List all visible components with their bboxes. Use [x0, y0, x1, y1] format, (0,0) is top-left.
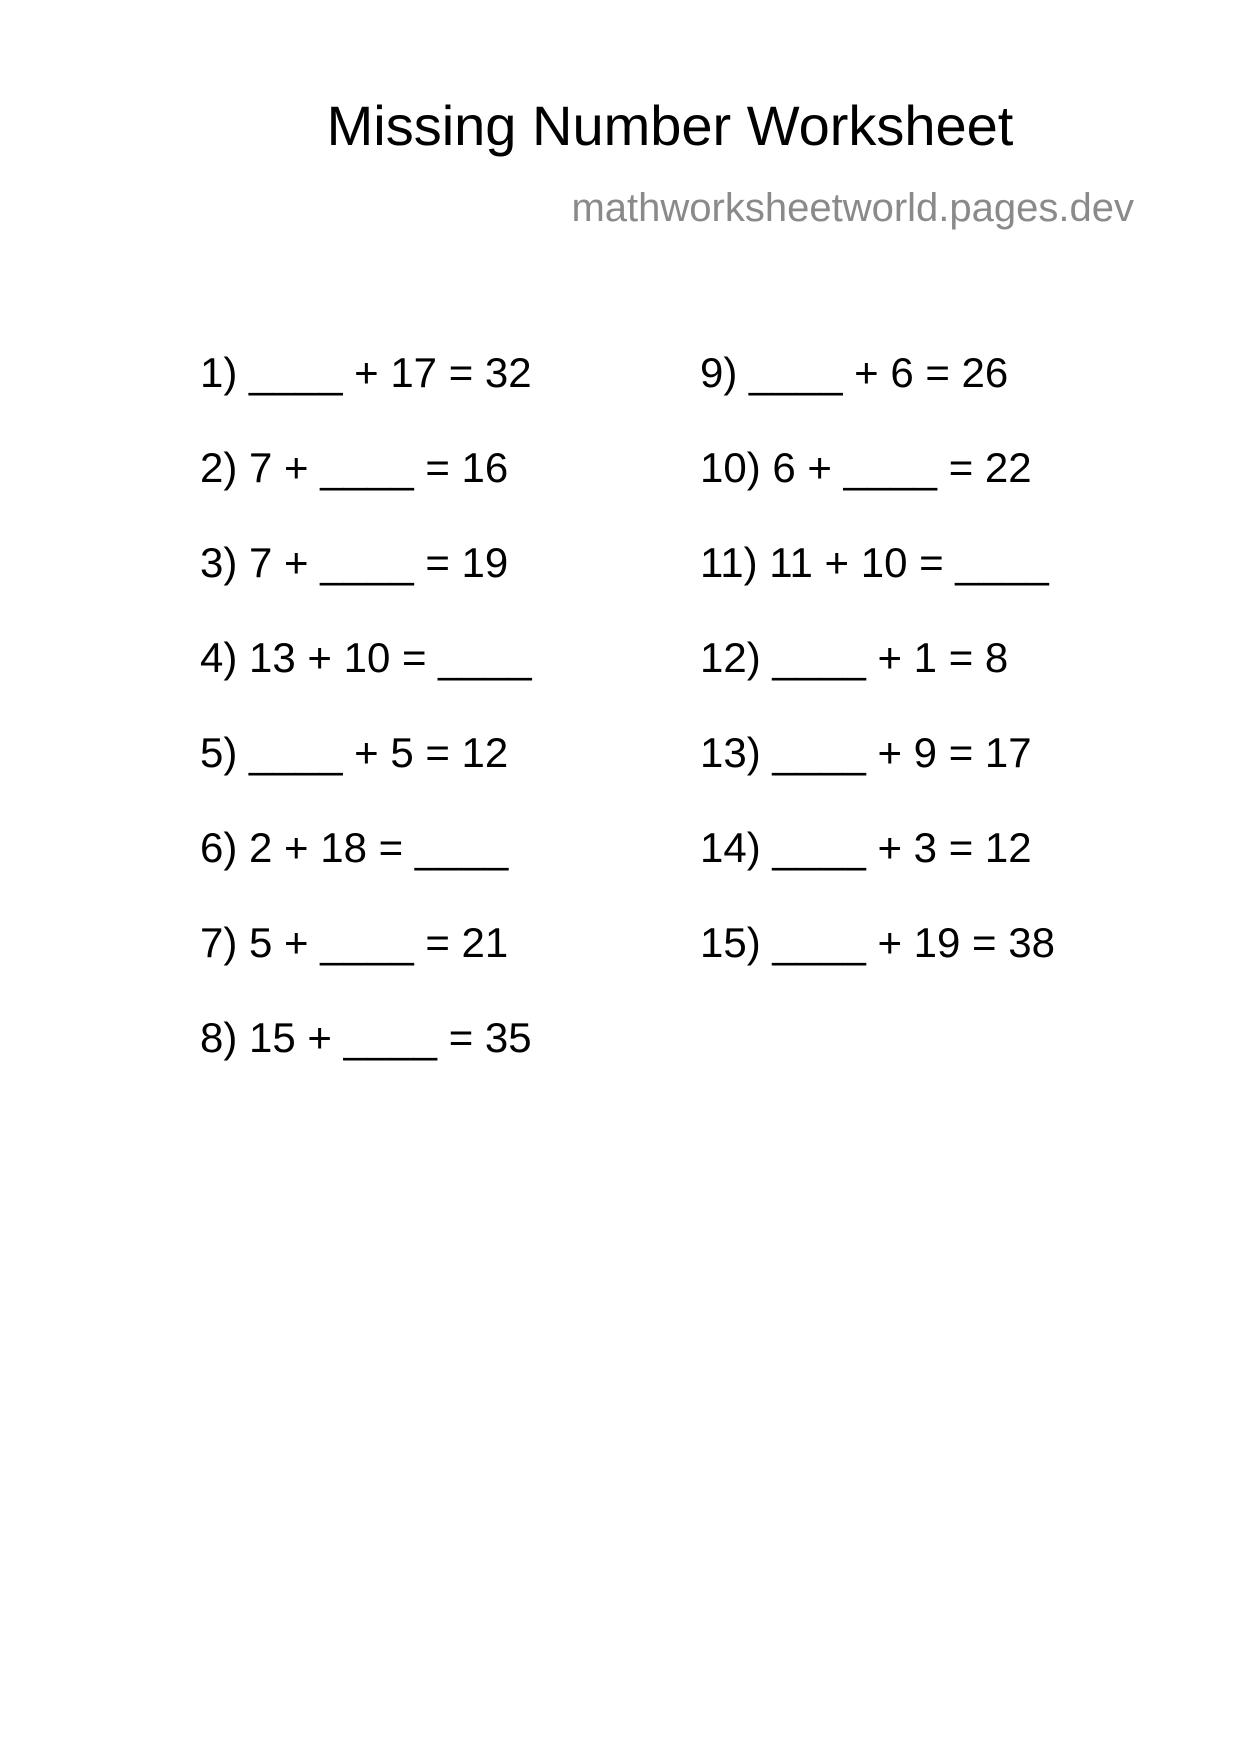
- problem-item: 4) 13 + 10 = ____: [200, 634, 532, 681]
- problem-item: 9) ____ + 6 = 26: [700, 349, 1009, 396]
- problem-item: 7) 5 + ____ = 21: [200, 919, 509, 966]
- worksheet-title: Missing Number Worksheet: [326, 94, 1014, 157]
- problem-item: 11) 11 + 10 = ____: [700, 539, 1049, 586]
- source-url: mathworksheetworld.pages.dev: [571, 186, 1134, 230]
- problem-item: 5) ____ + 5 = 12: [200, 729, 509, 776]
- problem-item: 15) ____ + 19 = 38: [700, 919, 1055, 966]
- problems-column-right: [700, 349, 1055, 1017]
- problem-item: 1) ____ + 17 = 32: [200, 349, 532, 396]
- problem-item: 2) 7 + ____ = 16: [200, 444, 509, 491]
- problem-item: 14) ____ + 3 = 12: [700, 824, 1032, 871]
- problem-item: 6) 2 + 18 = ____: [200, 824, 509, 871]
- problem-item: 3) 7 + ____ = 19: [200, 539, 509, 586]
- problems-column-left: [200, 349, 532, 1112]
- problem-item: 8) 15 + ____ = 35: [200, 1014, 532, 1061]
- problem-item: 12) ____ + 1 = 8: [700, 634, 1009, 681]
- problem-item: 10) 6 + ____ = 22: [700, 444, 1032, 491]
- problem-item: 13) ____ + 9 = 17: [700, 729, 1032, 776]
